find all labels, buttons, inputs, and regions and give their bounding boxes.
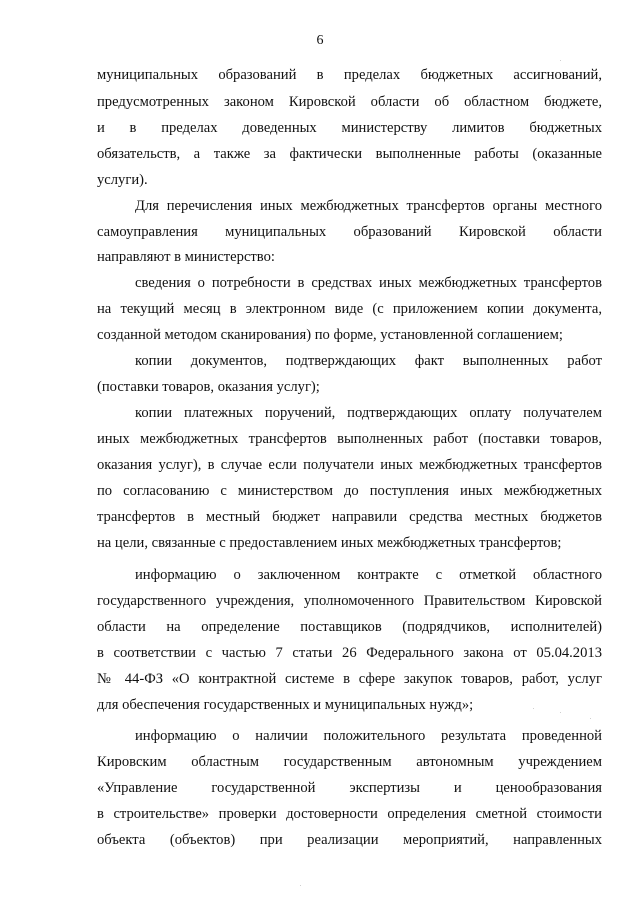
text-line: области на определение поставщиков (подрядчиков, исполнителей)	[97, 619, 602, 635]
scan-speck	[300, 885, 301, 886]
text-line: по согласованию с министерством до поступления иных межбюджетных	[97, 483, 602, 499]
text-line: для обеспечения государственных и муниципальных нужд»;	[97, 697, 474, 713]
page-number: 6	[316, 33, 324, 48]
text-line: (поставки товаров, оказания услуг);	[97, 379, 320, 395]
text-line: иных межбюджетных трансфертов выполненных работ (поставки товаров,	[97, 431, 602, 447]
text-line: созданной методом сканирования) по форме, установленной соглашением;	[97, 327, 563, 343]
text-line: объекта (объектов) при реализации мероприятий, направленных	[97, 832, 602, 848]
text-line: услуги).	[97, 172, 148, 188]
list-item-first-line: информацию о заключенном контракте с отметкой областного	[135, 567, 602, 583]
scan-speck	[560, 712, 561, 713]
text-line: обязательств, а также за фактически выполненные работы (оказанные	[97, 146, 602, 162]
text-line: предусмотренных законом Кировской области об областном бюджете,	[97, 94, 602, 110]
text-line: на цели, связанные с предоставлением иных межбюджетных трансфертов;	[97, 535, 562, 551]
text-line: и в пределах доведенных министерству лимитов бюджетных	[97, 120, 602, 136]
list-item-first-line: информацию о наличии положительного результата проведенной	[135, 728, 602, 744]
text-line: оказания услуг), в случае если получатели иных межбюджетных трансфертов	[97, 457, 602, 473]
text-line: № 44-ФЗ «О контрактной системе в сфере закупок товаров, работ, услуг	[97, 671, 602, 687]
scan-speck	[560, 60, 561, 61]
text-line: в соответствии с частью 7 статьи 26 Федерального закона от 05.04.2013	[97, 645, 602, 661]
list-item-first-line: сведения о потребности в средствах иных межбюджетных трансфертов	[135, 275, 602, 291]
text-line: Кировским областным государственным автономным учреждением	[97, 754, 602, 770]
list-item-first-line: копии платежных поручений, подтверждающих оплату получателем	[135, 405, 602, 421]
paragraph-first-line: Для перечисления иных межбюджетных трансфертов органы местного	[135, 198, 602, 214]
list-item-first-line: копии документов, подтверждающих факт выполненных работ	[135, 353, 602, 369]
text-line: направляют в министерство:	[97, 249, 275, 265]
text-line: на текущий месяц в электронном виде (с приложением копии документа,	[97, 301, 602, 317]
scan-speck	[590, 718, 591, 719]
text-line: муниципальных образований в пределах бюджетных ассигнований,	[97, 67, 602, 83]
scan-speck	[533, 708, 534, 709]
text-line: в строительстве» проверки достоверности определения сметной стоимости	[97, 806, 602, 822]
text-line: самоуправления муниципальных образований Кировской области	[97, 224, 602, 240]
text-line: «Управление государственной экспертизы и ценообразования	[97, 780, 602, 796]
text-line: государственного учреждения, уполномоченного Правительством Кировской	[97, 593, 602, 609]
text-line: трансфертов в местный бюджет направили средства местных бюджетов	[97, 509, 602, 525]
